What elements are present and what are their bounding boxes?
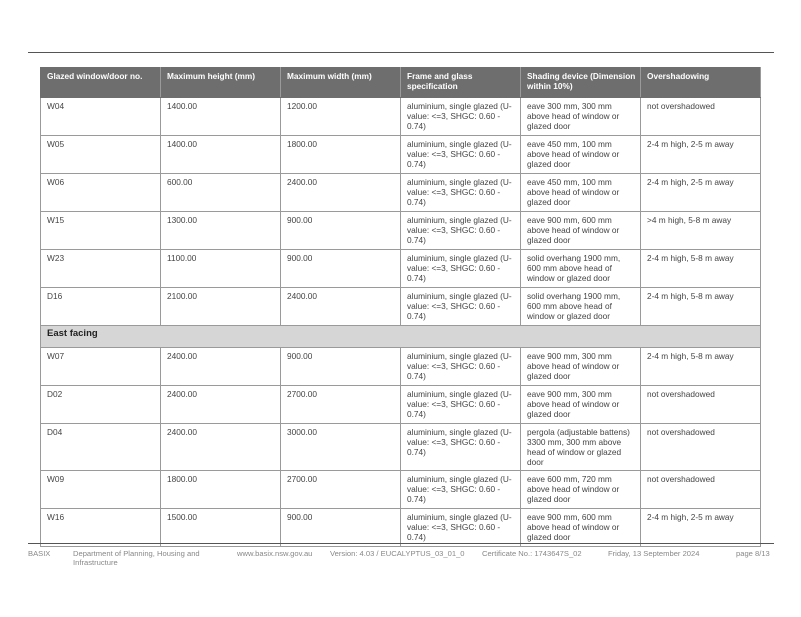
- table-cell: 2700.00: [281, 386, 401, 424]
- table-cell: W05: [41, 136, 161, 174]
- footer-website: www.basix.nsw.gov.au: [237, 549, 313, 558]
- table-cell: 1800.00: [281, 136, 401, 174]
- table-cell: 1500.00: [161, 509, 281, 547]
- footer-department: Department of Planning, Housing and Infrastructure: [73, 549, 200, 567]
- table-cell: eave 300 mm, 300 mm above head of window or glazed door: [521, 98, 641, 136]
- table-body: [41, 98, 761, 547]
- table-cell: 2-4 m high, 2-5 m away: [641, 136, 761, 174]
- table-row: [41, 212, 761, 250]
- table-cell: eave 450 mm, 100 mm above head of window or glazed door: [521, 174, 641, 212]
- table-row: [41, 424, 761, 471]
- column-header: Maximum height (mm): [161, 68, 281, 98]
- table-row: [41, 288, 761, 326]
- table-cell: 2400.00: [161, 386, 281, 424]
- table-cell: eave 900 mm, 300 mm above head of window or glazed door: [521, 348, 641, 386]
- table-cell: 1400.00: [161, 98, 281, 136]
- table-cell: 1100.00: [161, 250, 281, 288]
- table-cell: 2-4 m high, 5-8 m away: [641, 288, 761, 326]
- column-header: Overshadowing: [641, 68, 761, 98]
- table-cell: D04: [41, 424, 161, 471]
- table-row: [41, 509, 761, 547]
- table-cell: not overshadowed: [641, 98, 761, 136]
- table-cell: eave 900 mm, 600 mm above head of window or glazed door: [521, 509, 641, 547]
- table-row: [41, 174, 761, 212]
- table-row: [41, 98, 761, 136]
- table-cell: aluminium, single glazed (U- value: <=3, SHGC: 0.60 - 0.74): [401, 136, 521, 174]
- table-cell: pergola (adjustable battens) 3300 mm, 300 mm above head of window or glazed door: [521, 424, 641, 471]
- table-cell: aluminium, single glazed (U- value: <=3, SHGC: 0.60 - 0.74): [401, 424, 521, 471]
- table-cell: not overshadowed: [641, 386, 761, 424]
- table-cell: aluminium, single glazed (U- value: <=3, SHGC: 0.60 - 0.74): [401, 250, 521, 288]
- table-cell: 2-4 m high, 5-8 m away: [641, 348, 761, 386]
- table-row: [41, 250, 761, 288]
- table-cell: solid overhang 1900 mm, 600 mm above head of window or glazed door: [521, 250, 641, 288]
- column-header: Glazed window/door no.: [41, 68, 161, 98]
- table-cell: eave 600 mm, 720 mm above head of window or glazed door: [521, 471, 641, 509]
- table-cell: 900.00: [281, 509, 401, 547]
- table-cell: W09: [41, 471, 161, 509]
- table-cell: aluminium, single glazed (U- value: <=3, SHGC: 0.60 - 0.74): [401, 288, 521, 326]
- table-cell: eave 900 mm, 300 mm above head of window or glazed door: [521, 386, 641, 424]
- footer-certificate: Certificate No.: 1743647S_02: [482, 549, 582, 558]
- section-label: East facing: [41, 326, 761, 348]
- table-cell: >4 m high, 5-8 m away: [641, 212, 761, 250]
- table-cell: solid overhang 1900 mm, 600 mm above head of window or glazed door: [521, 288, 641, 326]
- top-rule: [28, 52, 774, 53]
- table-row: [41, 386, 761, 424]
- column-header: Maximum width (mm): [281, 68, 401, 98]
- table-cell: W06: [41, 174, 161, 212]
- table-cell: D02: [41, 386, 161, 424]
- table-cell: 2-4 m high, 2-5 m away: [641, 174, 761, 212]
- table-row: [41, 348, 761, 386]
- table-cell: 2-4 m high, 2-5 m away: [641, 509, 761, 547]
- table-row: [41, 471, 761, 509]
- table-cell: 900.00: [281, 348, 401, 386]
- table-cell: aluminium, single glazed (U- value: <=3, SHGC: 0.60 - 0.74): [401, 509, 521, 547]
- table-cell: not overshadowed: [641, 424, 761, 471]
- table-cell: 2400.00: [161, 348, 281, 386]
- table-cell: 900.00: [281, 212, 401, 250]
- table-cell: 1200.00: [281, 98, 401, 136]
- table-cell: 2700.00: [281, 471, 401, 509]
- table-cell: 2400.00: [281, 174, 401, 212]
- table-cell: aluminium, single glazed (U- value: <=3, SHGC: 0.60 - 0.74): [401, 174, 521, 212]
- table-cell: aluminium, single glazed (U- value: <=3, SHGC: 0.60 - 0.74): [401, 212, 521, 250]
- glazing-table: [40, 67, 761, 547]
- footer-page: page 8/13: [736, 549, 770, 558]
- footer-version: Version: 4.03 / EUCALYPTUS_03_01_0: [330, 549, 465, 558]
- table-row: [41, 136, 761, 174]
- table-cell: 2400.00: [161, 424, 281, 471]
- table-cell: 2100.00: [161, 288, 281, 326]
- table-cell: 900.00: [281, 250, 401, 288]
- table-cell: 600.00: [161, 174, 281, 212]
- column-header: Frame and glass specification: [401, 68, 521, 98]
- section-row: [41, 326, 761, 348]
- bottom-rule: [28, 543, 774, 544]
- table-cell: eave 450 mm, 100 mm above head of window or glazed door: [521, 136, 641, 174]
- table-cell: D16: [41, 288, 161, 326]
- table-cell: 1400.00: [161, 136, 281, 174]
- table-cell: 3000.00: [281, 424, 401, 471]
- table-cell: 2-4 m high, 5-8 m away: [641, 250, 761, 288]
- column-header: Shading device (Dimension within 10%): [521, 68, 641, 98]
- table-cell: W16: [41, 509, 161, 547]
- table-cell: 1800.00: [161, 471, 281, 509]
- table-cell: eave 900 mm, 600 mm above head of window or glazed door: [521, 212, 641, 250]
- table-cell: aluminium, single glazed (U- value: <=3, SHGC: 0.60 - 0.74): [401, 386, 521, 424]
- table-cell: not overshadowed: [641, 471, 761, 509]
- table-cell: W07: [41, 348, 161, 386]
- footer-basix: BASIX: [28, 549, 51, 558]
- table-cell: W23: [41, 250, 161, 288]
- table-cell: W15: [41, 212, 161, 250]
- table-cell: 2400.00: [281, 288, 401, 326]
- table-cell: aluminium, single glazed (U- value: <=3, SHGC: 0.60 - 0.74): [401, 348, 521, 386]
- table-cell: aluminium, single glazed (U- value: <=3, SHGC: 0.60 - 0.74): [401, 98, 521, 136]
- table-cell: 1300.00: [161, 212, 281, 250]
- table-cell: W04: [41, 98, 161, 136]
- table-cell: aluminium, single glazed (U- value: <=3, SHGC: 0.60 - 0.74): [401, 471, 521, 509]
- footer-date: Friday, 13 September 2024: [608, 549, 700, 558]
- table-header-row: [41, 68, 761, 98]
